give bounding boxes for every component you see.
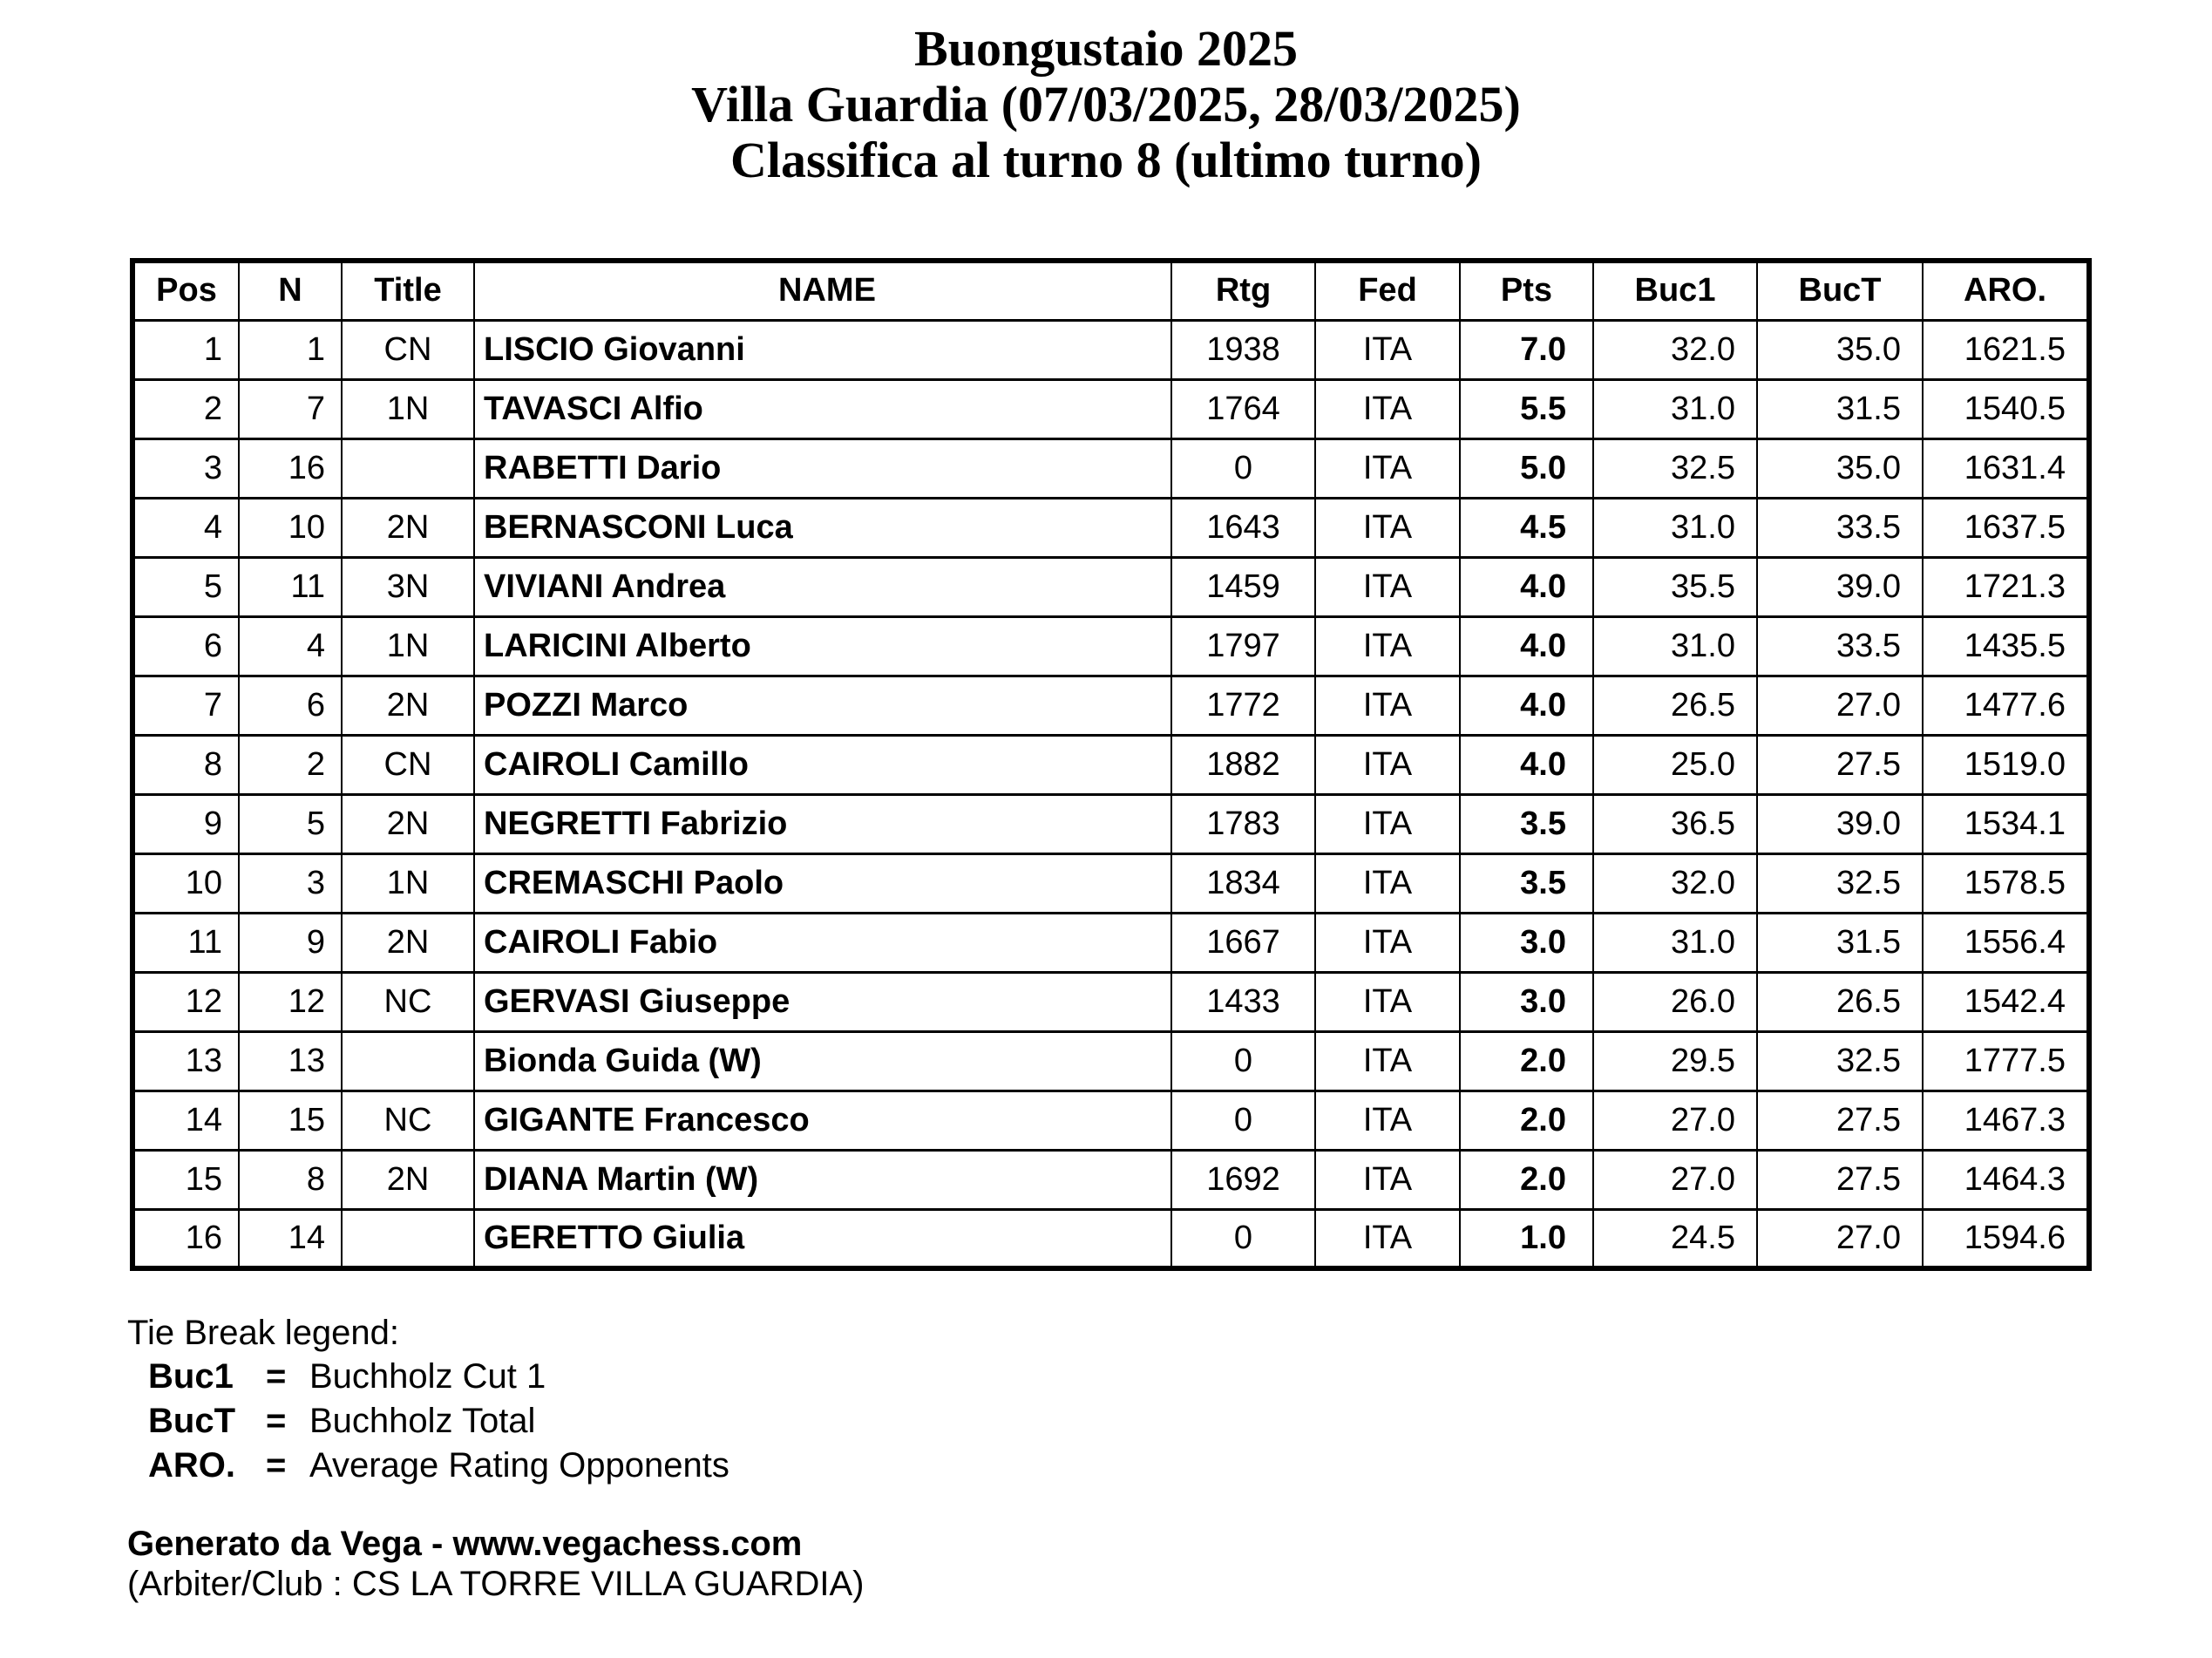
- cell-points: 4.0: [1460, 616, 1593, 676]
- cell-number: 8: [239, 1150, 342, 1209]
- cell-buc1: 36.5: [1593, 794, 1757, 853]
- cell-name: POZZI Marco: [474, 676, 1171, 735]
- cell-rating: 1433: [1171, 972, 1315, 1031]
- cell-buc1: 31.0: [1593, 913, 1757, 972]
- table-row: [132, 557, 2089, 616]
- col-header-number: N: [239, 261, 342, 320]
- cell-rating: 1692: [1171, 1150, 1315, 1209]
- table-row: [132, 735, 2089, 794]
- cell-points: 2.0: [1460, 1150, 1593, 1209]
- cell-title: [342, 1209, 474, 1268]
- standings-round-title: Classifica al turno 8 (ultimo turno): [730, 132, 1482, 188]
- cell-points: 4.0: [1460, 557, 1593, 616]
- legend-key: Buc1: [148, 1357, 234, 1396]
- cell-federation: ITA: [1315, 379, 1460, 438]
- cell-aro: 1464.3: [1923, 1150, 2089, 1209]
- cell-buct: 31.5: [1757, 379, 1923, 438]
- cell-points: 4.0: [1460, 676, 1593, 735]
- cell-buct: 27.5: [1757, 1091, 1923, 1150]
- legend-item: [127, 1444, 729, 1488]
- cell-name: NEGRETTI Fabrizio: [474, 794, 1171, 853]
- cell-pos: 9: [132, 794, 239, 853]
- tiebreak-legend: [127, 1311, 729, 1488]
- cell-rating: 0: [1171, 1091, 1315, 1150]
- cell-buct: 39.0: [1757, 794, 1923, 853]
- cell-aro: 1540.5: [1923, 379, 2089, 438]
- cell-buct: 32.5: [1757, 1031, 1923, 1091]
- cell-federation: ITA: [1315, 320, 1460, 379]
- cell-pos: 12: [132, 972, 239, 1031]
- cell-pos: 10: [132, 853, 239, 913]
- cell-title: 3N: [342, 557, 474, 616]
- cell-number: 3: [239, 853, 342, 913]
- standings-table: [130, 258, 2092, 1271]
- cell-title: [342, 438, 474, 498]
- table-row: [132, 438, 2089, 498]
- cell-points: 3.0: [1460, 913, 1593, 972]
- cell-federation: ITA: [1315, 1031, 1460, 1091]
- cell-title: 1N: [342, 616, 474, 676]
- cell-federation: ITA: [1315, 616, 1460, 676]
- cell-number: 10: [239, 498, 342, 557]
- cell-pos: 15: [132, 1150, 239, 1209]
- cell-aro: 1578.5: [1923, 853, 2089, 913]
- cell-aro: 1631.4: [1923, 438, 2089, 498]
- cell-buc1: 27.0: [1593, 1150, 1757, 1209]
- legend-key: BucT: [148, 1402, 235, 1440]
- footer: [127, 1524, 864, 1604]
- cell-buct: 31.5: [1757, 913, 1923, 972]
- table-row: [132, 379, 2089, 438]
- cell-aro: 1637.5: [1923, 498, 2089, 557]
- cell-name: CAIROLI Fabio: [474, 913, 1171, 972]
- cell-pos: 1: [132, 320, 239, 379]
- cell-title: [342, 1031, 474, 1091]
- table-row: [132, 676, 2089, 735]
- cell-rating: 1643: [1171, 498, 1315, 557]
- cell-buct: 27.5: [1757, 1150, 1923, 1209]
- col-header-title: Title: [342, 261, 474, 320]
- col-header-name: NAME: [474, 261, 1171, 320]
- generator-credit: Generato da Vega - www.vegachess.com: [127, 1525, 803, 1563]
- legend-key: ARO.: [148, 1446, 235, 1485]
- cell-number: 14: [239, 1209, 342, 1268]
- col-header-buc1: Buc1: [1593, 261, 1757, 320]
- cell-rating: 0: [1171, 1209, 1315, 1268]
- cell-aro: 1556.4: [1923, 913, 2089, 972]
- cell-rating: 1772: [1171, 676, 1315, 735]
- col-header-pos: Pos: [132, 261, 239, 320]
- cell-buc1: 32.0: [1593, 320, 1757, 379]
- col-header-points: Pts: [1460, 261, 1593, 320]
- cell-buc1: 31.0: [1593, 616, 1757, 676]
- cell-points: 4.5: [1460, 498, 1593, 557]
- cell-name: CAIROLI Camillo: [474, 735, 1171, 794]
- legend-equals: =: [266, 1402, 287, 1440]
- title-block: [0, 21, 2212, 188]
- cell-buc1: 25.0: [1593, 735, 1757, 794]
- cell-name: GERETTO Giulia: [474, 1209, 1171, 1268]
- cell-federation: ITA: [1315, 972, 1460, 1031]
- cell-rating: 1783: [1171, 794, 1315, 853]
- cell-aro: 1519.0: [1923, 735, 2089, 794]
- cell-federation: ITA: [1315, 1150, 1460, 1209]
- cell-aro: 1721.3: [1923, 557, 2089, 616]
- cell-buc1: 32.0: [1593, 853, 1757, 913]
- cell-title: CN: [342, 320, 474, 379]
- cell-buc1: 26.0: [1593, 972, 1757, 1031]
- cell-buct: 32.5: [1757, 853, 1923, 913]
- cell-title: NC: [342, 972, 474, 1031]
- cell-name: GERVASI Giuseppe: [474, 972, 1171, 1031]
- cell-aro: 1542.4: [1923, 972, 2089, 1031]
- legend-value: Average Rating Opponents: [309, 1446, 729, 1485]
- col-header-rating: Rtg: [1171, 261, 1315, 320]
- cell-buc1: 26.5: [1593, 676, 1757, 735]
- cell-number: 12: [239, 972, 342, 1031]
- cell-name: GIGANTE Francesco: [474, 1091, 1171, 1150]
- cell-buct: 27.0: [1757, 1209, 1923, 1268]
- arbiter-club: (Arbiter/Club : CS LA TORRE VILLA GUARDIA): [127, 1565, 865, 1603]
- table-row: [132, 1150, 2089, 1209]
- cell-rating: 1797: [1171, 616, 1315, 676]
- cell-pos: 16: [132, 1209, 239, 1268]
- cell-title: 2N: [342, 498, 474, 557]
- cell-title: CN: [342, 735, 474, 794]
- cell-federation: ITA: [1315, 913, 1460, 972]
- legend-value: Buchholz Cut 1: [309, 1357, 546, 1396]
- cell-federation: ITA: [1315, 498, 1460, 557]
- cell-pos: 2: [132, 379, 239, 438]
- legend-equals: =: [266, 1357, 287, 1396]
- cell-rating: 1882: [1171, 735, 1315, 794]
- cell-aro: 1621.5: [1923, 320, 2089, 379]
- cell-rating: 1667: [1171, 913, 1315, 972]
- cell-federation: ITA: [1315, 794, 1460, 853]
- cell-buct: 35.0: [1757, 438, 1923, 498]
- cell-title: NC: [342, 1091, 474, 1150]
- cell-buct: 35.0: [1757, 320, 1923, 379]
- cell-federation: ITA: [1315, 853, 1460, 913]
- cell-federation: ITA: [1315, 557, 1460, 616]
- cell-name: TAVASCI Alfio: [474, 379, 1171, 438]
- cell-buc1: 31.0: [1593, 498, 1757, 557]
- cell-buc1: 35.5: [1593, 557, 1757, 616]
- table-row: [132, 498, 2089, 557]
- table-row: [132, 1209, 2089, 1268]
- cell-pos: 6: [132, 616, 239, 676]
- cell-pos: 13: [132, 1031, 239, 1091]
- col-header-aro: ARO.: [1923, 261, 2089, 320]
- cell-aro: 1477.6: [1923, 676, 2089, 735]
- cell-number: 6: [239, 676, 342, 735]
- legend-title: Tie Break legend:: [127, 1314, 400, 1352]
- cell-name: DIANA Martin (W): [474, 1150, 1171, 1209]
- cell-number: 11: [239, 557, 342, 616]
- legend-item: [127, 1399, 729, 1444]
- legend-equals: =: [266, 1446, 287, 1485]
- cell-name: RABETTI Dario: [474, 438, 1171, 498]
- cell-buct: 27.5: [1757, 735, 1923, 794]
- cell-title: 1N: [342, 853, 474, 913]
- cell-pos: 11: [132, 913, 239, 972]
- cell-points: 3.0: [1460, 972, 1593, 1031]
- col-header-fed: Fed: [1315, 261, 1460, 320]
- cell-number: 4: [239, 616, 342, 676]
- cell-federation: ITA: [1315, 735, 1460, 794]
- cell-name: CREMASCHI Paolo: [474, 853, 1171, 913]
- cell-points: 3.5: [1460, 794, 1593, 853]
- cell-points: 4.0: [1460, 735, 1593, 794]
- cell-buct: 26.5: [1757, 972, 1923, 1031]
- cell-points: 2.0: [1460, 1031, 1593, 1091]
- cell-title: 2N: [342, 794, 474, 853]
- cell-title: 2N: [342, 1150, 474, 1209]
- cell-points: 7.0: [1460, 320, 1593, 379]
- cell-federation: ITA: [1315, 676, 1460, 735]
- table-row: [132, 1031, 2089, 1091]
- legend-value: Buchholz Total: [309, 1402, 536, 1440]
- cell-aro: 1435.5: [1923, 616, 2089, 676]
- cell-federation: ITA: [1315, 1091, 1460, 1150]
- cell-pos: 8: [132, 735, 239, 794]
- cell-rating: 1834: [1171, 853, 1315, 913]
- col-header-buct: BucT: [1757, 261, 1923, 320]
- table-row: [132, 972, 2089, 1031]
- cell-points: 2.0: [1460, 1091, 1593, 1150]
- cell-pos: 7: [132, 676, 239, 735]
- cell-name: LARICINI Alberto: [474, 616, 1171, 676]
- cell-pos: 5: [132, 557, 239, 616]
- tournament-title: Buongustaio 2025: [914, 20, 1298, 77]
- cell-number: 7: [239, 379, 342, 438]
- cell-pos: 14: [132, 1091, 239, 1150]
- cell-number: 2: [239, 735, 342, 794]
- cell-rating: 1938: [1171, 320, 1315, 379]
- cell-buc1: 27.0: [1593, 1091, 1757, 1150]
- cell-aro: 1594.6: [1923, 1209, 2089, 1268]
- cell-federation: ITA: [1315, 1209, 1460, 1268]
- cell-name: BERNASCONI Luca: [474, 498, 1171, 557]
- cell-pos: 3: [132, 438, 239, 498]
- table-row: [132, 616, 2089, 676]
- cell-points: 3.5: [1460, 853, 1593, 913]
- cell-title: 1N: [342, 379, 474, 438]
- cell-aro: 1777.5: [1923, 1031, 2089, 1091]
- cell-buct: 27.0: [1757, 676, 1923, 735]
- table-row: [132, 913, 2089, 972]
- cell-points: 1.0: [1460, 1209, 1593, 1268]
- cell-pos: 4: [132, 498, 239, 557]
- cell-buct: 39.0: [1757, 557, 1923, 616]
- table-row: [132, 320, 2089, 379]
- table-row: [132, 853, 2089, 913]
- cell-buc1: 31.0: [1593, 379, 1757, 438]
- cell-number: 16: [239, 438, 342, 498]
- cell-rating: 0: [1171, 1031, 1315, 1091]
- cell-title: 2N: [342, 676, 474, 735]
- cell-number: 5: [239, 794, 342, 853]
- cell-number: 1: [239, 320, 342, 379]
- cell-title: 2N: [342, 913, 474, 972]
- cell-buc1: 24.5: [1593, 1209, 1757, 1268]
- cell-name: VIVIANI Andrea: [474, 557, 1171, 616]
- cell-aro: 1467.3: [1923, 1091, 2089, 1150]
- cell-buc1: 32.5: [1593, 438, 1757, 498]
- tournament-venue-dates: Villa Guardia (07/03/2025, 28/03/2025): [691, 76, 1521, 133]
- cell-buc1: 29.5: [1593, 1031, 1757, 1091]
- cell-name: Bionda Guida (W): [474, 1031, 1171, 1091]
- cell-aro: 1534.1: [1923, 794, 2089, 853]
- table-row: [132, 794, 2089, 853]
- cell-points: 5.5: [1460, 379, 1593, 438]
- cell-number: 15: [239, 1091, 342, 1150]
- cell-rating: 1459: [1171, 557, 1315, 616]
- cell-name: LISCIO Giovanni: [474, 320, 1171, 379]
- cell-rating: 1764: [1171, 379, 1315, 438]
- table-header-row: [132, 261, 2089, 320]
- cell-number: 9: [239, 913, 342, 972]
- cell-buct: 33.5: [1757, 498, 1923, 557]
- cell-points: 5.0: [1460, 438, 1593, 498]
- cell-number: 13: [239, 1031, 342, 1091]
- cell-buct: 33.5: [1757, 616, 1923, 676]
- legend-item: [127, 1355, 729, 1399]
- cell-rating: 0: [1171, 438, 1315, 498]
- table-row: [132, 1091, 2089, 1150]
- cell-federation: ITA: [1315, 438, 1460, 498]
